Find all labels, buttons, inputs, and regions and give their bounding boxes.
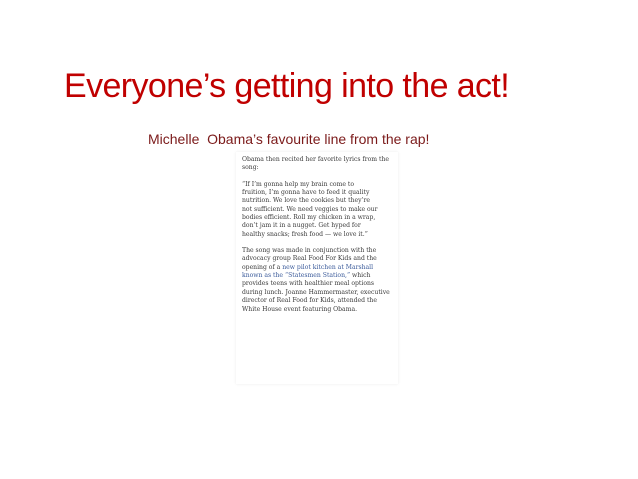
- article-clipping: [236, 152, 398, 384]
- article-link[interactable]: new pilot kitchen at Marshall known as the “Statesmen Station,”: [242, 263, 374, 280]
- lyric-line: don’t jam it in a nugget. Get hyped for: [242, 222, 361, 230]
- lyric-line: fruition, I’m gonna have to feed it quality: [242, 189, 370, 197]
- article-intro: Obama then recited her favorite lyrics from the song:: [242, 156, 389, 172]
- lyric-line: bodies efficient. Roll my chicken in a wrap,: [242, 214, 376, 222]
- article-lyrics: [242, 181, 394, 239]
- lyric-line: “If I’m gonna help my brain come to: [242, 180, 355, 188]
- lyric-line: not sufficient. We need veggies to make our: [242, 205, 378, 213]
- slide-title: Everyone’s getting into the act!: [64, 67, 510, 105]
- lyric-line: nutrition. We love the cookies but they’re: [242, 197, 371, 205]
- article-text: which provides teens with healthier meal options during lunch. Joanne Hammermaster, executive director of Real Food for Kids, attended the White House event featuring Obama.: [242, 272, 390, 313]
- slide-subtitle: Michelle Obama’s favourite line from the rap!: [148, 131, 430, 147]
- lyric-line: healthy snacks; fresh food — we love it.”: [242, 230, 368, 238]
- article-paragraph: [242, 247, 394, 314]
- article-text: The song was made in conjunction with the advocacy group Real Food For Kids and the opening of a: [242, 247, 377, 271]
